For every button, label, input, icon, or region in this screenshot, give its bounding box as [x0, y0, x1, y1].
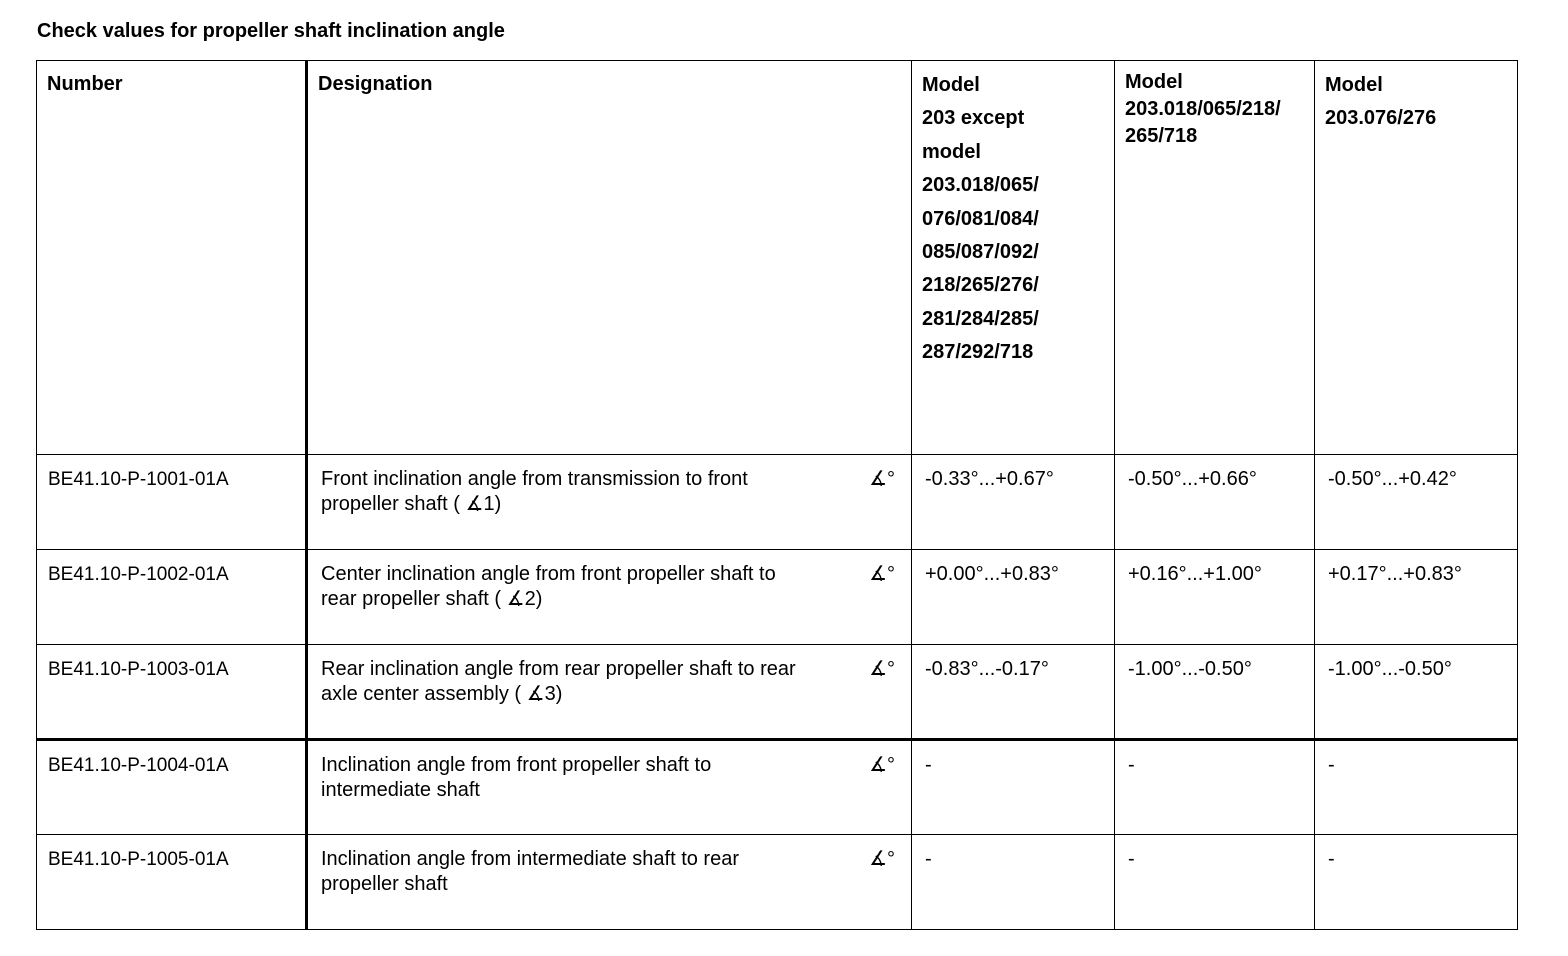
cell-model-2: +0.16°...+1.00°	[1115, 550, 1315, 645]
cell-number: BE41.10-P-1004-01A	[37, 740, 307, 835]
cell-model-1: -	[912, 835, 1115, 930]
cell-model-3: -	[1315, 835, 1518, 930]
table-header-row	[37, 61, 1518, 455]
cell-model-1: -0.83°...-0.17°	[912, 645, 1115, 740]
cell-model-2: -0.50°...+0.66°	[1115, 455, 1315, 550]
table-row	[37, 645, 1518, 740]
table-row	[37, 455, 1518, 550]
cell-model-3: +0.17°...+0.83°	[1315, 550, 1518, 645]
table-row	[37, 740, 1518, 835]
header-designation: Designation	[307, 61, 912, 455]
cell-designation: Inclination angle from front propeller shaft to intermediate shaft ∡°	[307, 740, 912, 835]
cell-model-2: -	[1115, 835, 1315, 930]
cell-model-3: -0.50°...+0.42°	[1315, 455, 1518, 550]
cell-model-1: -0.33°...+0.67°	[912, 455, 1115, 550]
cell-model-2: -	[1115, 740, 1315, 835]
cell-model-3: -1.00°...-0.50°	[1315, 645, 1518, 740]
table-row	[37, 835, 1518, 930]
cell-designation: Inclination angle from intermediate shaft to rear propeller shaft ∡°	[307, 835, 912, 930]
header-model-3: Model 203.076/276	[1315, 61, 1518, 455]
angle-degree-icon: ∡°	[869, 754, 895, 776]
cell-number: BE41.10-P-1003-01A	[37, 645, 307, 740]
header-model-1: Model 203 except model 203.018/065/ 076/081/084/ 085/087/092/ 218/265/276/ 281/284/285/ 287/292/718	[912, 61, 1115, 455]
angle-degree-icon: ∡°	[869, 563, 895, 585]
inclination-angle-table	[36, 60, 1518, 930]
angle-degree-icon: ∡°	[869, 468, 895, 490]
cell-number: BE41.10-P-1002-01A	[37, 550, 307, 645]
cell-model-1: +0.00°...+0.83°	[912, 550, 1115, 645]
cell-model-3: -	[1315, 740, 1518, 835]
cell-model-1: -	[912, 740, 1115, 835]
cell-number: BE41.10-P-1001-01A	[37, 455, 307, 550]
cell-number: BE41.10-P-1005-01A	[37, 835, 307, 930]
document-title: Check values for propeller shaft inclination angle	[37, 20, 505, 42]
header-model-2: Model 203.018/065/218/ 265/718	[1115, 61, 1315, 455]
cell-designation: Center inclination angle from front propeller shaft to rear propeller shaft ( ∡2) ∡°	[307, 550, 912, 645]
header-number: Number	[37, 61, 307, 455]
angle-degree-icon: ∡°	[869, 848, 895, 870]
table-row	[37, 550, 1518, 645]
angle-degree-icon: ∡°	[869, 658, 895, 680]
cell-designation: Front inclination angle from transmission to front propeller shaft ( ∡1) ∡°	[307, 455, 912, 550]
cell-model-2: -1.00°...-0.50°	[1115, 645, 1315, 740]
cell-designation: Rear inclination angle from rear propeller shaft to rear axle center assembly ( ∡3) ∡°	[307, 645, 912, 740]
